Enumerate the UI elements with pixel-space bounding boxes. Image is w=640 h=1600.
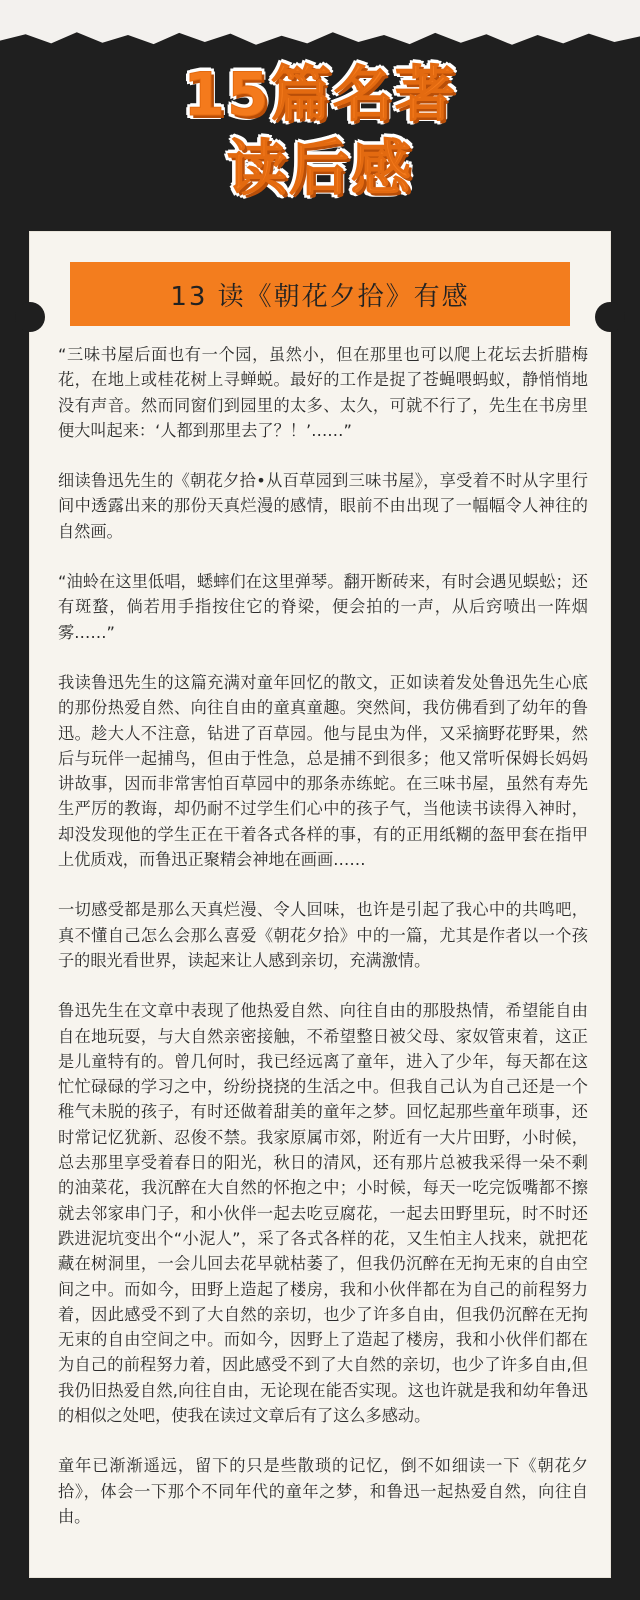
title-line-2: 读后感: [227, 134, 413, 204]
section-heading: 13 读《朝花夕拾》有感: [170, 281, 470, 312]
punch-hole-left: [15, 302, 45, 332]
punch-hole-right: [595, 302, 625, 332]
paragraph: 一切感受都是那么天真烂漫、令人回味，也许是引起了我心中的共鸣吧，真不懂自己怎么会那么喜爱《朝花夕拾》中的一篇，尤其是作者以一个孩子的眼光看世界，读起来让人感到亲切，充满激情。: [58, 900, 588, 970]
paragraph: “油蛉在这里低唱，蟋蟀们在这里弹琴。翻开断砖来，有时会遇见蜈蚣；还有斑蝥，倘若用手指按住它的脊梁，便会拍的一声，从后窍喷出一阵烟雾……”: [58, 572, 588, 642]
title-line-1: 15篇名著: [183, 60, 457, 130]
paragraph: 细读鲁迅先生的《朝花夕拾•从百草园到三味书屋》，享受着不时从字里行间中透露出来的那份天真烂漫的感情，眼前不由出现了一幅幅令人神往的自然画。: [58, 471, 588, 541]
paragraph: “三味书屋后面也有一个园，虽然小，但在那里也可以爬上花坛去折腊梅花，在地上或桂花树上寻蝉蜕。最好的工作是捉了苍蝇喂蚂蚁，静悄悄地没有声音。然而同窗们到园里的太多、太久，可就不行了，先生在书房里便大叫起来：‘人都到那里去了？！’……”: [58, 345, 588, 440]
page-title: [0, 58, 640, 206]
paragraph: 鲁迅先生在文章中表现了他热爱自然、向往自由的那股热情，希望能自由自在地玩耍，与大自然亲密接触，不希望整日被父母、家奴管束着，这正是儿童特有的。曾几何时，我已经远离了童年，进入了少年，每天都在这忙忙碌碌的学习之中，纷纷挠挠的生活之中。但我自己认为自己还是一个稚气未脱的孩子，有时还做着甜美的童年之梦。回忆起那些童年琐事，还时常记忆犹新、忍俊不禁。我家原属市郊，附近有一大片田野，小时候，总去那里享受着春日的阳光，秋日的清风，还有那片总被我采得一朵不剩的油菜花，我沉醉在大自然的怀抱之中；小时候，每天一吃完饭嘴都不擦就去邻家串门子，和小伙伴一起去吃豆腐花，一起去田野里玩，时不时还跌进泥坑变出个“小泥人”，采了各式各样的花，又生怕主人找来，就把花藏在树洞里，一会儿回去花早就枯萎了，但我仍沉醉在无拘无束的自由空间之中。而如今，田野上造起了楼房，我和小伙伴都在为自己的前程努力着，因此感受不到了大自然的亲切，也少了许多自由，但我仍沉醉在无拘无束的自由空间之中。而如今，因野上了造起了楼房，我和小伙伴们都在为自己的前程努力着，因此感受不到了大自然的亲切，也少了许多自由,但我仍旧热爱自然,向往自由，无论现在能否实现。这也许就是我和幼年鲁迅的相似之处吧，使我在读过文章后有了这么多感动。: [58, 1001, 588, 1425]
article-body: [58, 342, 588, 1554]
paragraph: 童年已渐渐遥远，留下的只是些散琐的记忆，倒不如细读一下《朝花夕拾》，体会一下那个不同年代的童年之梦，和鲁迅一起热爱自然，向往自由。: [58, 1456, 588, 1526]
paragraph: 我读鲁迅先生的这篇充满对童年回忆的散文，正如读着发处鲁迅先生心底的那份热爱自然、向往自由的童真童趣。突然间，我仿佛看到了幼年的鲁迅。趁大人不注意，钻进了百草园。他与昆虫为伴，又采摘野花野果，然后与玩伴一起捕鸟，但由于性急，总是捕不到很多；他又常听保姆长妈妈讲故事，因而非常害怕百草园中的那条赤练蛇。在三味书屋，虽然有寿先生严厉的教诲，却仍耐不过学生们心中的孩子气，当他读书读得入神时，却没发现他的学生正在干着各式各样的事，有的正用纸糊的盔甲套在指甲上优质戏，而鲁迅正聚精会神地在画画……: [58, 672, 588, 870]
section-heading-bar: [70, 262, 570, 326]
